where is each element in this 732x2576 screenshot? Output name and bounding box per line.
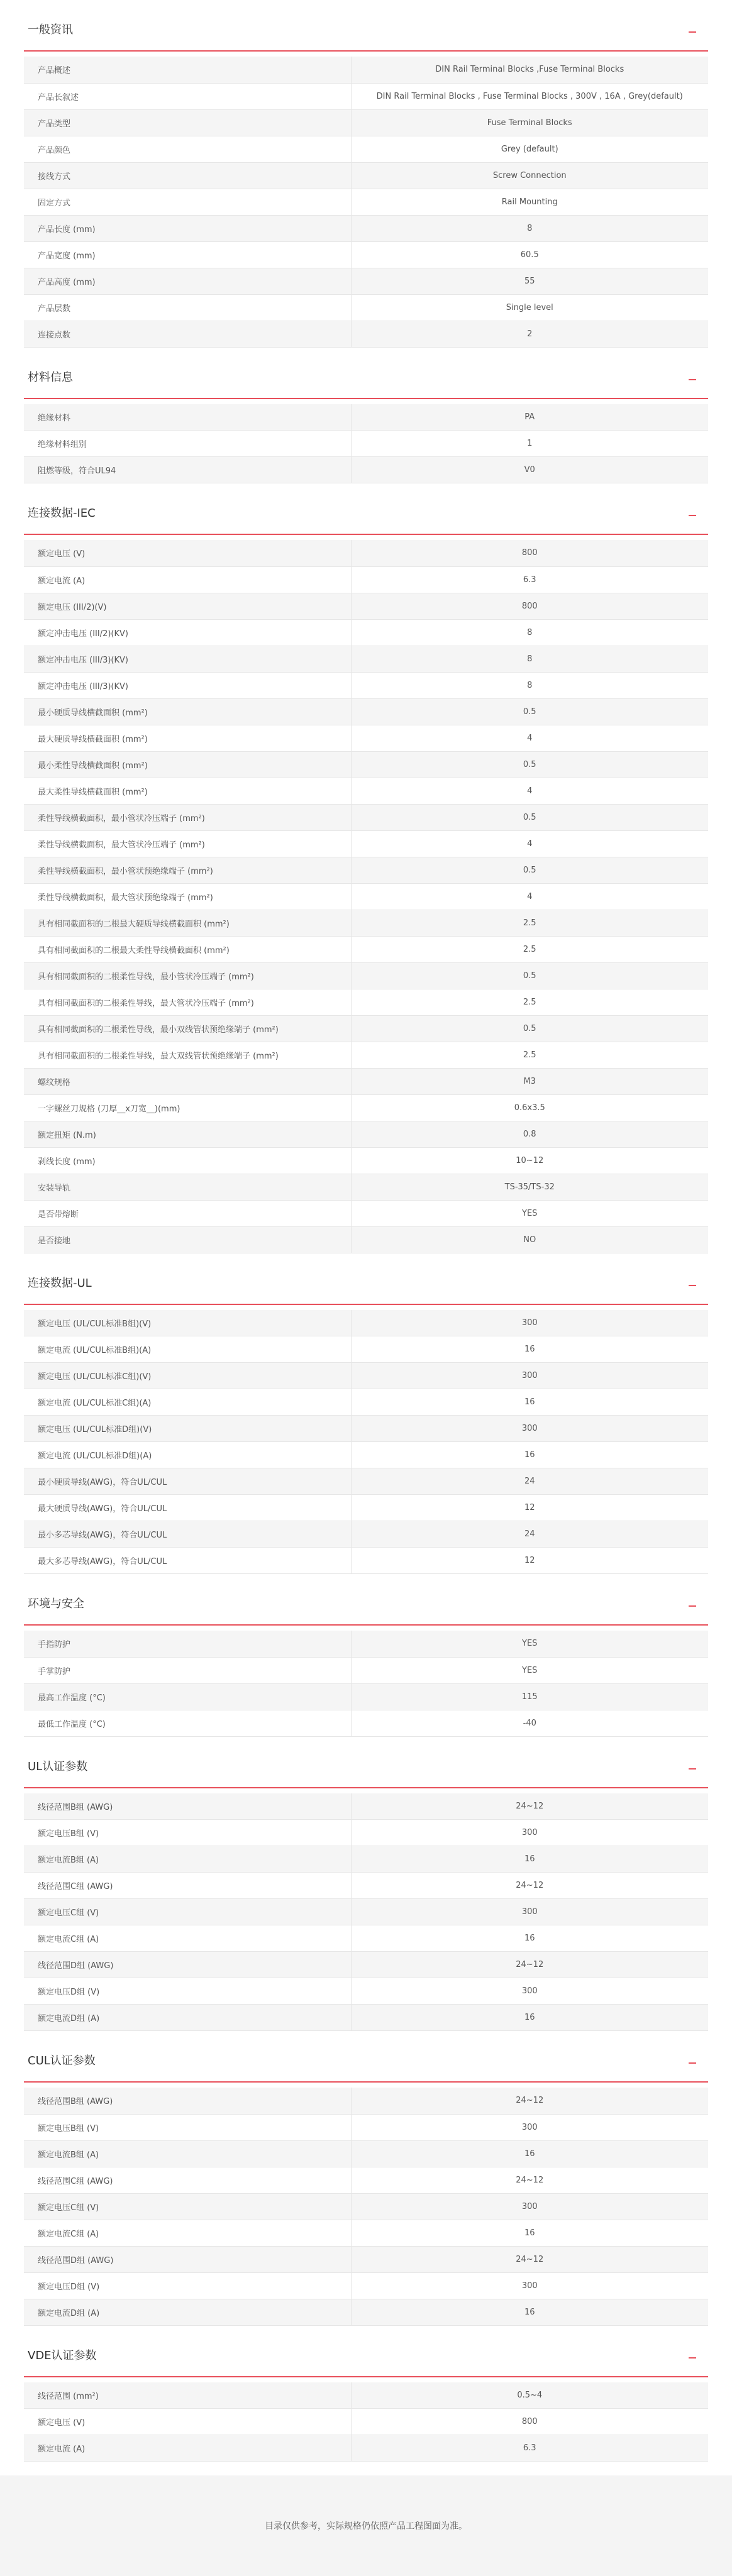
spec-value: 60.5 (351, 241, 708, 268)
table-row (24, 294, 708, 321)
spec-label: 额定冲击电压 (III/3)(KV) (24, 672, 351, 698)
spec-label: 接线方式 (24, 162, 351, 189)
spec-label: 额定电流D组 (A) (24, 2299, 351, 2325)
table-row (24, 1200, 708, 1226)
spec-label: 额定电压D组 (V) (24, 1978, 351, 2005)
spec-value: 300 (351, 1310, 708, 1336)
spec-table (24, 57, 708, 348)
table-row (24, 1015, 708, 1042)
spec-value: 300 (351, 1363, 708, 1389)
spec-label: 额定电流 (UL/CUL标准D组)(A) (24, 1442, 351, 1468)
spec-value: Fuse Terminal Blocks (351, 109, 708, 136)
table-row (24, 109, 708, 136)
spec-value: 24~12 (351, 1952, 708, 1978)
table-row (24, 431, 708, 457)
spec-table (24, 1631, 708, 1737)
table-row (24, 2409, 708, 2435)
table-row (24, 2299, 708, 2325)
table-row (24, 1363, 708, 1389)
table-row (24, 1521, 708, 1548)
spec-label: 是否带熔断 (24, 1200, 351, 1226)
table-row (24, 1631, 708, 1657)
spec-label: 额定电流D组 (A) (24, 2005, 351, 2031)
table-row (24, 936, 708, 962)
table-row (24, 1495, 708, 1521)
table-row (24, 1226, 708, 1253)
spec-value: 300 (351, 2193, 708, 2220)
collapse-minus-icon[interactable] (685, 370, 699, 383)
section-header (24, 355, 708, 399)
spec-value: YES (351, 1657, 708, 1683)
spec-value: YES (351, 1200, 708, 1226)
table-row (24, 857, 708, 883)
spec-label: 产品高度 (mm) (24, 268, 351, 294)
spec-value: 1 (351, 431, 708, 457)
collapse-minus-icon[interactable] (685, 2053, 699, 2067)
section-title: UL认证参数 (28, 1759, 88, 1773)
spec-label: 额定电流 (UL/CUL标准B组)(A) (24, 1336, 351, 1363)
spec-value: 8 (351, 646, 708, 672)
table-row (24, 1416, 708, 1442)
spec-value: 800 (351, 593, 708, 619)
spec-label: 线径范围D组 (AWG) (24, 2246, 351, 2272)
spec-label: 线径范围D组 (AWG) (24, 1952, 351, 1978)
table-row (24, 1683, 708, 1710)
spec-value: 8 (351, 672, 708, 698)
spec-table (24, 1310, 708, 1575)
spec-label: 最高工作温度 (°C) (24, 1683, 351, 1710)
spec-label: 额定电流B组 (A) (24, 1846, 351, 1873)
table-row (24, 1873, 708, 1899)
table-row (24, 1657, 708, 1683)
spec-value: 0.8 (351, 1121, 708, 1147)
spec-value: -40 (351, 1710, 708, 1736)
table-row (24, 830, 708, 857)
table-row (24, 593, 708, 619)
spec-value: 55 (351, 268, 708, 294)
table-row (24, 698, 708, 725)
table-row (24, 321, 708, 347)
spec-value: 0.5 (351, 1015, 708, 1042)
spec-label: 额定电流C组 (A) (24, 1925, 351, 1952)
table-row (24, 2382, 708, 2409)
table-row (24, 162, 708, 189)
spec-value: 8 (351, 215, 708, 241)
spec-value: 16 (351, 2140, 708, 2167)
section-header (24, 8, 708, 52)
spec-value: Single level (351, 294, 708, 321)
spec-label: 线径范围 (mm²) (24, 2382, 351, 2409)
spec-label: 额定电压 (UL/CUL标准C组)(V) (24, 1363, 351, 1389)
section-header (24, 2039, 708, 2083)
spec-label: 柔性导线横截面积，最大管状冷压端子 (mm²) (24, 830, 351, 857)
spec-value: 300 (351, 1820, 708, 1846)
table-row (24, 751, 708, 778)
spec-value: 800 (351, 2409, 708, 2435)
spec-label: 额定电流 (A) (24, 566, 351, 593)
spec-value: TS-35/TS-32 (351, 1174, 708, 1200)
spec-value: Screw Connection (351, 162, 708, 189)
spec-value: 4 (351, 883, 708, 910)
spec-value: 16 (351, 1389, 708, 1416)
spec-label: 产品宽度 (mm) (24, 241, 351, 268)
spec-value: 0.5 (351, 751, 708, 778)
spec-label: 螺纹规格 (24, 1068, 351, 1094)
spec-label: 最小硬质导线(AWG)，符合UL/CUL (24, 1468, 351, 1495)
table-row (24, 1174, 708, 1200)
table-row (24, 1710, 708, 1736)
table-row (24, 619, 708, 646)
spec-value: 12 (351, 1495, 708, 1521)
spec-label: 绝缘材料 (24, 404, 351, 431)
table-row (24, 2088, 708, 2114)
table-row (24, 962, 708, 989)
spec-label: 产品颜色 (24, 136, 351, 162)
spec-label: 线径范围C组 (AWG) (24, 2167, 351, 2193)
spec-value: 0.6x3.5 (351, 1094, 708, 1121)
footer-note-text: 目录仅供参考，实际规格仍依照产品工程图面为准。 (265, 2521, 467, 2531)
spec-label: 额定电压 (III/2)(V) (24, 593, 351, 619)
table-row (24, 1978, 708, 2005)
spec-value: 4 (351, 725, 708, 751)
spec-value: NO (351, 1226, 708, 1253)
spec-label: 最大硬质导线(AWG)，符合UL/CUL (24, 1495, 351, 1521)
section-title: 材料信息 (28, 370, 73, 384)
spec-label: 剥线长度 (mm) (24, 1147, 351, 1174)
spec-table (24, 1793, 708, 2032)
footer-note (0, 2475, 732, 2576)
table-row (24, 566, 708, 593)
spec-label: 额定电流 (A) (24, 2435, 351, 2462)
spec-label: 额定电压C组 (V) (24, 1899, 351, 1925)
spec-value: 16 (351, 2299, 708, 2325)
table-row (24, 725, 708, 751)
spec-value: 16 (351, 1925, 708, 1952)
section-title: 一般资讯 (28, 23, 73, 36)
spec-table (24, 404, 708, 484)
section-title: VDE认证参数 (28, 2348, 97, 2362)
spec-value: 300 (351, 1416, 708, 1442)
collapse-minus-icon[interactable] (685, 1759, 699, 1773)
spec-value: V0 (351, 457, 708, 483)
spec-value: PA (351, 404, 708, 431)
spec-value: 300 (351, 2272, 708, 2299)
spec-value: 2.5 (351, 1042, 708, 1068)
spec-value: 800 (351, 540, 708, 566)
collapse-minus-icon[interactable] (685, 22, 699, 36)
table-row (24, 1846, 708, 1873)
spec-value: 4 (351, 830, 708, 857)
spec-value: 16 (351, 1846, 708, 1873)
table-row (24, 83, 708, 109)
table-row (24, 1121, 708, 1147)
spec-section (24, 1574, 708, 1737)
section-header (24, 1261, 708, 1305)
table-row (24, 1042, 708, 1068)
spec-label: 额定电压B组 (V) (24, 1820, 351, 1846)
spec-value: 8 (351, 619, 708, 646)
spec-value: 4 (351, 778, 708, 804)
spec-label: 最低工作温度 (°C) (24, 1710, 351, 1736)
table-row (24, 778, 708, 804)
spec-label: 最大多芯导线(AWG)，符合UL/CUL (24, 1548, 351, 1574)
spec-label: 产品长叙述 (24, 83, 351, 109)
spec-value: 24~12 (351, 2246, 708, 2272)
spec-value: 300 (351, 2114, 708, 2140)
spec-label: 手指防护 (24, 1631, 351, 1657)
spec-label: 柔性导线横截面积，最小管状预绝缘端子 (mm²) (24, 857, 351, 883)
spec-label: 额定电流C组 (A) (24, 2220, 351, 2246)
spec-value: 0.5 (351, 962, 708, 989)
spec-label: 额定电压 (UL/CUL标准D组)(V) (24, 1416, 351, 1442)
spec-table (24, 540, 708, 1253)
spec-label: 额定电压B组 (V) (24, 2114, 351, 2140)
spec-label: 额定冲击电压 (III/2)(KV) (24, 619, 351, 646)
spec-table (24, 2088, 708, 2326)
spec-value: DIN Rail Terminal Blocks , Fuse Terminal Blocks , 300V , 16A , Grey(default) (351, 83, 708, 109)
spec-value: YES (351, 1631, 708, 1657)
section-title: 连接数据-IEC (28, 507, 96, 520)
table-row (24, 1442, 708, 1468)
table-row (24, 1094, 708, 1121)
spec-value: 12 (351, 1548, 708, 1574)
spec-label: 额定电压 (V) (24, 2409, 351, 2435)
spec-table (24, 2382, 708, 2462)
spec-value: M3 (351, 1068, 708, 1094)
table-row (24, 1336, 708, 1363)
collapse-minus-icon[interactable] (685, 2348, 699, 2362)
spec-section (24, 348, 708, 484)
table-row (24, 804, 708, 830)
spec-value: 0.5 (351, 698, 708, 725)
spec-section (24, 2326, 708, 2462)
spec-label: 线径范围C组 (AWG) (24, 1873, 351, 1899)
table-row (24, 1820, 708, 1846)
spec-label: 是否接地 (24, 1226, 351, 1253)
spec-value: 2 (351, 321, 708, 347)
spec-value: DIN Rail Terminal Blocks ,Fuse Terminal Blocks (351, 57, 708, 83)
collapse-minus-icon[interactable] (685, 505, 699, 519)
spec-label: 额定冲击电压 (III/3)(KV) (24, 646, 351, 672)
spec-section (24, 0, 708, 348)
spec-label: 线径范围B组 (AWG) (24, 1793, 351, 1820)
spec-label: 柔性导线横截面积，最小管状冷压端子 (mm²) (24, 804, 351, 830)
spec-value: 2.5 (351, 989, 708, 1015)
spec-value: 16 (351, 1442, 708, 1468)
spec-value: 16 (351, 2005, 708, 2031)
spec-label: 一字螺丝刀规格 (刀厚__x刀宽__)(mm) (24, 1094, 351, 1121)
table-row (24, 1389, 708, 1416)
section-title: CUL认证参数 (28, 2054, 96, 2067)
spec-value: 24 (351, 1468, 708, 1495)
spec-label: 连接点数 (24, 321, 351, 347)
spec-section (24, 483, 708, 1253)
spec-label: 额定电压 (UL/CUL标准B组)(V) (24, 1310, 351, 1336)
spec-label: 额定扭矩 (N.m) (24, 1121, 351, 1147)
spec-value: 115 (351, 1683, 708, 1710)
spec-label: 具有相同截面积的二根柔性导线，最大管状冷压端子 (mm²) (24, 989, 351, 1015)
spec-section (24, 1737, 708, 2032)
section-header (24, 491, 708, 535)
spec-label: 额定电压D组 (V) (24, 2272, 351, 2299)
table-row (24, 1952, 708, 1978)
spec-value: 2.5 (351, 936, 708, 962)
spec-label: 产品概述 (24, 57, 351, 83)
spec-value: 0.5~4 (351, 2382, 708, 2409)
spec-value: Grey (default) (351, 136, 708, 162)
spec-label: 固定方式 (24, 189, 351, 215)
table-row (24, 1468, 708, 1495)
spec-label: 最大柔性导线横截面积 (mm²) (24, 778, 351, 804)
section-title: 连接数据-UL (28, 1276, 92, 1290)
spec-label: 额定电压 (V) (24, 540, 351, 566)
table-row (24, 57, 708, 83)
table-row (24, 2246, 708, 2272)
spec-label: 具有相同截面积的二根最大硬质导线横截面积 (mm²) (24, 910, 351, 936)
collapse-minus-icon[interactable] (685, 1275, 699, 1289)
table-row (24, 989, 708, 1015)
section-header (24, 2333, 708, 2377)
spec-value: 10~12 (351, 1147, 708, 1174)
spec-value: 6.3 (351, 566, 708, 593)
section-header (24, 1744, 708, 1788)
table-row (24, 540, 708, 566)
table-row (24, 1147, 708, 1174)
spec-value: 24~12 (351, 1793, 708, 1820)
spec-label: 额定电压C组 (V) (24, 2193, 351, 2220)
table-row (24, 1793, 708, 1820)
spec-label: 额定电流 (UL/CUL标准C组)(A) (24, 1389, 351, 1416)
spec-value: 24~12 (351, 2088, 708, 2114)
spec-value: 24~12 (351, 2167, 708, 2193)
spec-section (24, 1253, 708, 1575)
table-row (24, 2140, 708, 2167)
spec-value: 300 (351, 1899, 708, 1925)
spec-sections (24, 0, 708, 2462)
spec-label: 额定电流B组 (A) (24, 2140, 351, 2167)
table-row (24, 1899, 708, 1925)
section-header (24, 1582, 708, 1626)
table-row (24, 2435, 708, 2462)
table-row (24, 2114, 708, 2140)
spec-value: 0.5 (351, 857, 708, 883)
spec-value: 300 (351, 1978, 708, 2005)
spec-value: 0.5 (351, 804, 708, 830)
spec-value: 6.3 (351, 2435, 708, 2462)
spec-label: 具有相同截面积的二根柔性导线，最大双线管状预绝缘端子 (mm²) (24, 1042, 351, 1068)
spec-label: 阻燃等级，符合UL94 (24, 457, 351, 483)
spec-value: Rail Mounting (351, 189, 708, 215)
spec-label: 手掌防护 (24, 1657, 351, 1683)
collapse-minus-icon[interactable] (685, 1596, 699, 1610)
table-row (24, 457, 708, 483)
table-row (24, 404, 708, 431)
spec-label: 柔性导线横截面积，最大管状预绝缘端子 (mm²) (24, 883, 351, 910)
spec-label: 绝缘材料组别 (24, 431, 351, 457)
spec-label: 具有相同截面积的二根柔性导线，最小管状冷压端子 (mm²) (24, 962, 351, 989)
spec-label: 产品长度 (mm) (24, 215, 351, 241)
spec-section (24, 2031, 708, 2326)
table-row (24, 672, 708, 698)
spec-value: 16 (351, 2220, 708, 2246)
table-row (24, 215, 708, 241)
spec-label: 产品类型 (24, 109, 351, 136)
spec-label: 线径范围B组 (AWG) (24, 2088, 351, 2114)
spec-label: 具有相同截面积的二根最大柔性导线横截面积 (mm²) (24, 936, 351, 962)
spec-label: 最小多芯导线(AWG)，符合UL/CUL (24, 1521, 351, 1548)
table-row (24, 268, 708, 294)
spec-label: 产品层数 (24, 294, 351, 321)
table-row (24, 241, 708, 268)
table-row (24, 646, 708, 672)
spec-label: 最小柔性导线横截面积 (mm²) (24, 751, 351, 778)
table-row (24, 2167, 708, 2193)
spec-value: 16 (351, 1336, 708, 1363)
table-row (24, 2193, 708, 2220)
table-row (24, 189, 708, 215)
table-row (24, 1925, 708, 1952)
spec-value: 2.5 (351, 910, 708, 936)
table-row (24, 1068, 708, 1094)
spec-label: 最大硬质导线横截面积 (mm²) (24, 725, 351, 751)
table-row (24, 2005, 708, 2031)
table-row (24, 883, 708, 910)
table-row (24, 136, 708, 162)
spec-label: 安装导轨 (24, 1174, 351, 1200)
spec-label: 最小硬质导线横截面积 (mm²) (24, 698, 351, 725)
spec-value: 24 (351, 1521, 708, 1548)
table-row (24, 2272, 708, 2299)
spec-value: 24~12 (351, 1873, 708, 1899)
table-row (24, 1548, 708, 1574)
spec-label: 具有相同截面积的二根柔性导线，最小双线管状预绝缘端子 (mm²) (24, 1015, 351, 1042)
table-row (24, 1310, 708, 1336)
table-row (24, 2220, 708, 2246)
section-title: 环境与安全 (28, 1597, 84, 1610)
table-row (24, 910, 708, 936)
